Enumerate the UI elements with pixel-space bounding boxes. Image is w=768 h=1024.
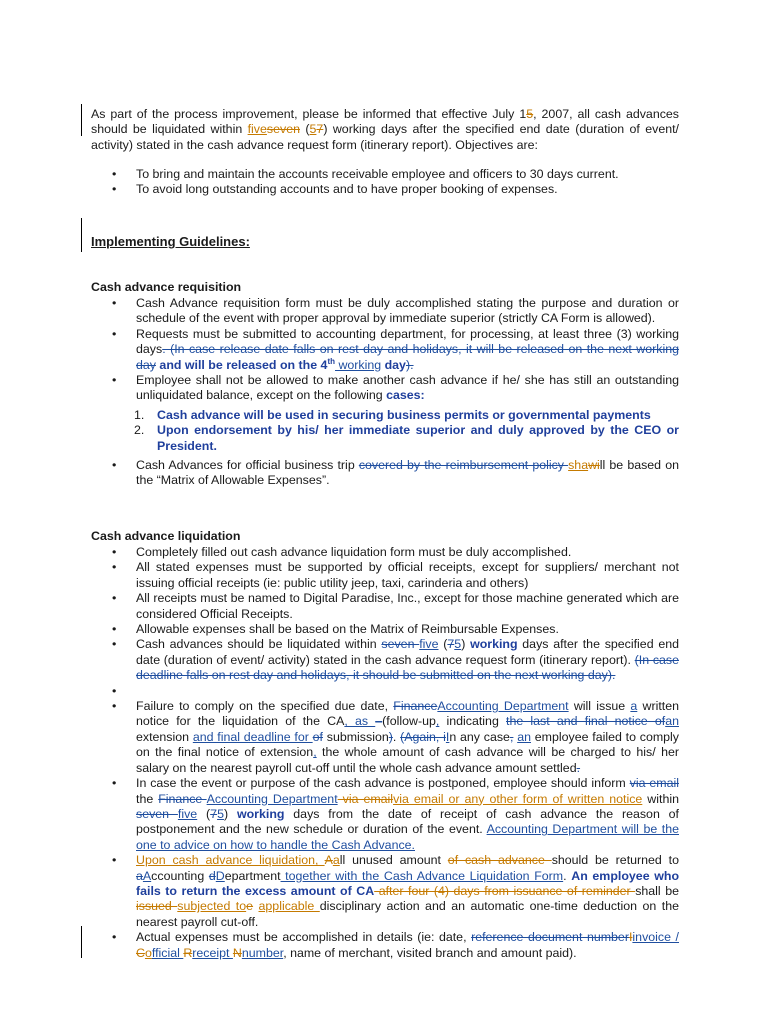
objectives-list: [91, 167, 679, 198]
list-item: • Employee shall not be allowed to make another cash advance if he/ she has still an outstanding unliquidated balance, except on the following cases:: [112, 373, 679, 403]
bullet-icon: •: [112, 545, 117, 559]
list-item: • Actual expenses must be accomplished in details (ie: date, reference document numberIinvoice / Cofficial Rreceipt Nnumber, name of merchant, visited branch and amount paid).: [112, 930, 679, 960]
bullet-icon: •: [112, 560, 117, 575]
heading-cash-advance-requisition: Cash advance requisition: [91, 280, 242, 294]
list-item: • All receipts must be named to Digital Paradise, Inc., except for those machine generated which are considered Official Receipts.: [112, 591, 679, 621]
list-item: • Failure to comply on the specified due date, FinanceAccounting Department will issue a written notice for the liquidation of the CA, as –(follow-up, indicating the last and final notice ofan extension and final deadline for of submission). (Again, iIn any case, an employee failed to comply on the final notice of extension, the whole amount of cash advance will be charged to his/ her salary on the nearest payroll cut-off until the whole cash advance amount settled.: [112, 699, 680, 775]
change-bar: [81, 104, 82, 136]
list-item: • To avoid long outstanding accounts and to have proper booking of expenses.: [112, 182, 558, 197]
bullet-icon: •: [112, 591, 117, 606]
requisition-list: [91, 296, 679, 489]
heading-cash-advance-liquidation: Cash advance liquidation: [91, 529, 241, 543]
list-item: • Cash advances should be liquidated within seven five (75) working days after the specified end date (duration of event/ activity) stated in the cash advance request form (itinerary report). (In case deadline falls on rest day and holidays, it should be submitted on the next working day).: [112, 637, 679, 683]
liquidation-list: [91, 545, 679, 961]
list-item: • Cash Advance requisition form must be duly accomplished stating the purpose and duration or schedule of the event with proper approval by immediate superior (strictly CA Form is allowed).: [112, 296, 679, 326]
bullet-icon: •: [112, 326, 117, 341]
list-item: • Upon cash advance liquidation, Aall unused amount of cash advance should be returned to aAccounting dDepartment together with the Cash Advance Liquidation Form. An employee who fails to return the excess amount of CA after four (4) days from issuance of reminder shall be issued subjected toe applicable disciplinary action and an automatic one-time deduction on the nearest payroll cut-off.: [112, 853, 680, 929]
list-item: • Cash Advances for official business trip covered by the reimbursement policy shawill be based on the “Matrix of Allowable Expenses”.: [112, 458, 679, 488]
bullet-icon: •: [112, 458, 117, 473]
list-item: 1. Cash advance will be used in securing business permits or governmental payments: [134, 407, 651, 422]
list-item: 2. Upon endorsement by his/ her immediate superior and duly approved by the CEO or President.: [134, 423, 679, 453]
bullet-icon: •: [112, 776, 117, 791]
list-item: • All stated expenses must be supported by official receipts, except for suppliers/ merchant not issuing official receipts (ie: public utility jeep, taxi, carinderia and others): [112, 560, 679, 590]
bullet-icon: •: [112, 622, 117, 637]
list-item: • Allowable expenses shall be based on the Matrix of Reimbursable Expenses.: [112, 622, 559, 637]
bullet-icon: •: [112, 853, 117, 868]
list-item: • Requests must be submitted to accounting department, for processing, at least three (3) working days. (In case release date falls on rest day and holidays, it will be released on the next working day and will be released on the 4th working day).: [112, 326, 679, 372]
heading-implementing-guidelines: Implementing Guidelines:: [91, 234, 250, 249]
bullet-icon: •: [112, 683, 117, 698]
bullet-icon: •: [112, 373, 117, 388]
change-bar: [81, 218, 82, 252]
list-item: • To bring and maintain the accounts receivable employee and officers to 30 days current.: [112, 167, 619, 181]
list-item: [91, 684, 679, 699]
bullet-icon: •: [112, 637, 117, 652]
bullet-icon: •: [112, 930, 117, 945]
list-item: • In case the event or purpose of the cash advance is postponed, employee should inform via email the Finance Accounting Department via emailvia email or any other form of written notice within seven five (75) working days from the date of receipt of cash advance the reason of postponement and the new schedule or duration of the event. Accounting Department will be the one to advice on how to handle the Cash Advance.: [112, 776, 680, 852]
list-item: • Completely filled out cash advance liquidation form must be duly accomplished.: [112, 545, 572, 559]
intro-paragraph: As part of the process improvement, please be informed that effective July 15, 2007, all cash advances should be liquidated within fiveseven (57) working days after the specified end date (duration of event/ activity) stated in the cash advance request form (itinerary report). Objectives are:: [91, 107, 679, 152]
bullet-icon: •: [112, 699, 117, 714]
bullet-icon: •: [112, 167, 117, 181]
change-bar: [81, 926, 82, 958]
bullet-icon: •: [112, 296, 117, 310]
bullet-icon: •: [112, 182, 117, 197]
